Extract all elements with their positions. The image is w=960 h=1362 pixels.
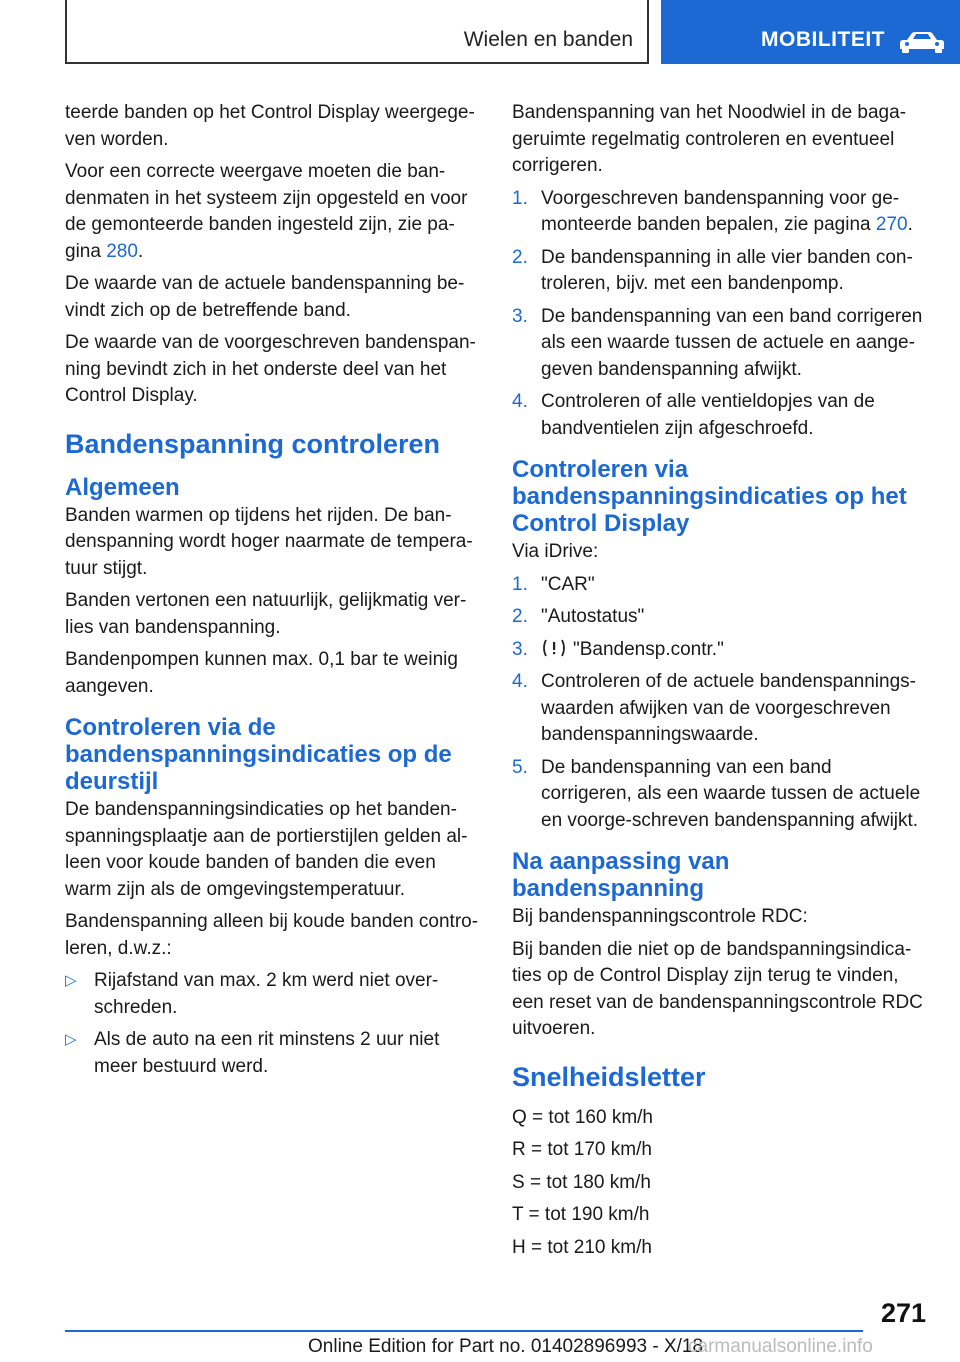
footer-edition: Online Edition for Part no. 01402896993 - X/18	[308, 1336, 704, 1357]
subsection-heading: Controleren via de bandenspanningsindicaties op de deurstijl	[65, 714, 452, 795]
list-item: 4. Controleren of alle ventieldopjes van de bandventielen zijn afgeschroefd.	[512, 391, 875, 439]
header-chapter-tab	[661, 0, 960, 64]
list-item: 1. "CAR"	[512, 573, 595, 595]
right-column	[512, 100, 926, 1267]
tire-pressure-warning-icon	[541, 638, 567, 658]
paragraph: De waarde van de actuele bandenspanning be-vindt zich op de betreffende band.	[65, 273, 465, 321]
header-section-tab	[65, 0, 649, 64]
page-link-280[interactable]: 280	[106, 240, 138, 262]
list-item: ▷ Rijafstand van max. 2 km werd niet over-schreden.	[65, 970, 439, 1018]
chapter-title: MOBILITEIT	[761, 28, 885, 51]
car-icon	[899, 30, 945, 54]
watermark: carmanualsonline.info	[688, 1336, 873, 1357]
paragraph: De bandenspanningsindicaties op het banden-spanningsplaatje aan de portierstijlen gelden al-leen voor koude banden of banden die even warm zijn als de omgevingstemperatuur.	[65, 799, 468, 900]
paragraph: Bandenpompen kunnen max. 0,1 bar te weinig aangeven.	[65, 649, 458, 697]
footer-divider	[65, 1330, 863, 1332]
paragraph: Bij banden die niet op de bandspanningsindica-ties op de Control Display zijn terug te vinden, een reset van de bandenspanningscontrole RDC uitvoeren.	[512, 938, 923, 1039]
list-item: 2. De bandenspanning in alle vier banden con-troleren, bijv. met een bandenpomp.	[512, 246, 913, 294]
section-heading: Bandenspanning controleren	[65, 428, 441, 459]
numbered-list	[512, 572, 926, 835]
list-item: 3. "Bandensp.contr."	[512, 638, 724, 660]
list-item: ▷ Als de auto na een rit minstens 2 uur niet meer bestuurd werd.	[65, 1029, 440, 1077]
paragraph: Banden warmen op tijdens het rijden. De ban-denspanning wordt hoger naarmate de tempera-tuur stijgt.	[65, 504, 473, 579]
paragraph: Banden vertonen een natuurlijk, gelijkmatig ver-lies van bandenspanning.	[65, 590, 467, 638]
paragraph-with-link: Voor een correcte weergave moeten die ban-denmaten in het systeem zijn opgesteld en voor de gemonteerde banden ingesteld zijn, zie pa-gina 280.	[65, 161, 468, 262]
left-column	[65, 100, 479, 1086]
list-item: 3. De bandenspanning van een band corrigeren als een waarde tussen de actuele en aange-geven bandenspanning afwijkt.	[512, 305, 923, 380]
paragraph: De waarde van de voorgeschreven bandenspan-ning bevindt zich in het onderste deel van het Control Display.	[65, 332, 476, 406]
paragraph: Bij bandenspanningscontrole RDC:	[512, 906, 808, 927]
subsection-heading: Algemeen	[65, 473, 180, 501]
bullet-list	[65, 968, 479, 1080]
paragraph: Bandenspanning alleen bij koude banden contro-leren, d.w.z.:	[65, 911, 479, 959]
paragraph: teerde banden op het Control Display weergege-ven worden.	[65, 102, 475, 150]
speed-rating-line: Q = tot 160 km/h	[512, 1106, 653, 1128]
triangle-bullet-icon: ▷	[65, 972, 77, 989]
speed-rating-line: T = tot 190 km/h	[512, 1204, 650, 1225]
list-item: 5. De bandenspanning van een band corrigeren, als een waarde tussen de actuele en voorge-schreven bandenspanning afwijkt.	[512, 756, 921, 831]
list-item: 1. Voorgeschreven bandenspanning voor ge-monteerde banden bepalen, zie pagina 270.	[512, 187, 913, 235]
speed-rating-line: H = tot 210 km/h	[512, 1236, 652, 1258]
numbered-list	[512, 186, 926, 443]
page-number: 271	[880, 1298, 926, 1328]
paragraph: Via iDrive:	[512, 541, 599, 562]
paragraph: Bandenspanning van het Noodwiel in de baga-geruimte regelmatig controleren en eventueel corrigeren.	[512, 102, 907, 176]
list-item: 2. "Autostatus"	[512, 606, 645, 627]
speed-rating-line: R = tot 170 km/h	[512, 1139, 652, 1160]
page-link-270[interactable]: 270	[875, 214, 908, 235]
speed-rating-line: S = tot 180 km/h	[512, 1171, 651, 1193]
subsection-heading: Na aanpassing van bandenspanning	[512, 848, 730, 902]
section-heading: Snelheidsletter	[512, 1061, 706, 1092]
triangle-bullet-icon: ▷	[65, 1031, 77, 1048]
subsection-heading: Controleren via bandenspanningsindicaties op het Control Display	[512, 456, 907, 537]
list-item: 4. Controleren of de actuele bandenspannings-waarden afwijken van de voorgeschreven bandenspanningswaarde.	[512, 671, 916, 745]
section-title: Wielen en banden	[463, 28, 633, 51]
